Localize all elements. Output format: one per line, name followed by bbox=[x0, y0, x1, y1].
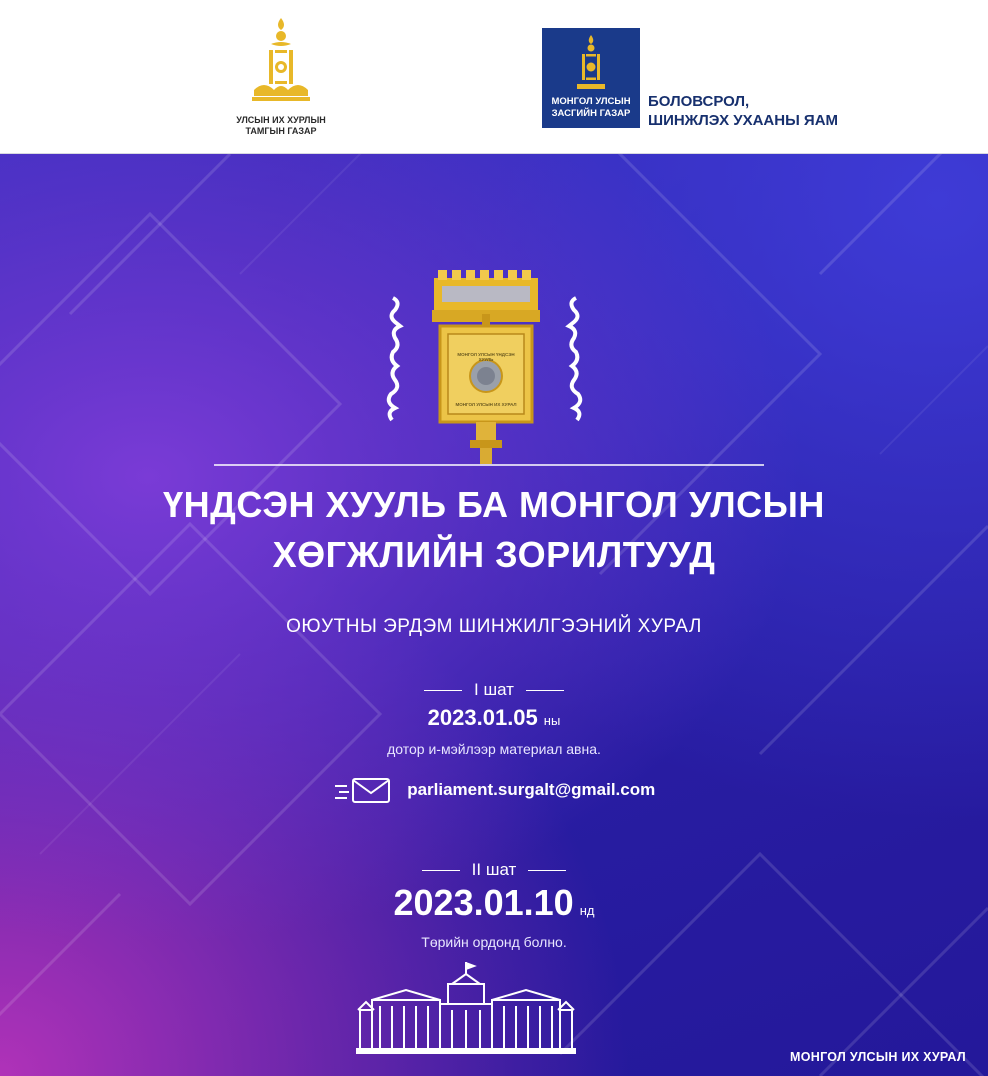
stage2-rule-right bbox=[528, 870, 566, 871]
ministry-logo bbox=[542, 28, 870, 128]
government-caption-line1: МОНГОЛ УЛСЫН bbox=[551, 96, 631, 107]
government-palace-icon bbox=[0, 960, 988, 1060]
envelope-icon bbox=[333, 776, 393, 804]
government-logo-box bbox=[542, 28, 640, 128]
email-row bbox=[0, 776, 988, 804]
constitution-book-illustration bbox=[0, 154, 988, 474]
stage2-label: II шат bbox=[471, 860, 517, 879]
stage1-label: I шат bbox=[474, 680, 514, 699]
book-label-bottom: МОНГОЛ УЛСЫН ИХ ХУРАЛ bbox=[455, 402, 517, 407]
stage2-date-row bbox=[0, 882, 988, 924]
soyombo-emblem-icon bbox=[571, 34, 611, 94]
poster-background bbox=[0, 154, 988, 1076]
poster-title-line2: ХӨГЖЛИЙН ЗОРИЛТУУД bbox=[272, 534, 716, 575]
soyombo-emblem-icon bbox=[246, 16, 316, 110]
stage1-date: 2023.01.05 bbox=[427, 705, 538, 730]
government-caption-line2: ЗАСГИЙН ГАЗАР bbox=[551, 108, 631, 119]
left-mongolian-script bbox=[389, 298, 400, 420]
stage2-date: 2023.01.10 bbox=[393, 882, 574, 923]
stage1-rule-left bbox=[424, 690, 462, 691]
stage2-suffix: нд bbox=[579, 903, 595, 918]
footer-organization: МОНГОЛ УЛСЫН ИХ ХУРАЛ bbox=[790, 1050, 966, 1064]
right-mongolian-script bbox=[569, 298, 580, 420]
government-logo-caption bbox=[542, 96, 640, 120]
poster-title-line1: ҮНДСЭН ХУУЛЬ БА МОНГОЛ УЛСЫН bbox=[163, 484, 825, 525]
email-address[interactable]: parliament.surgalt@gmail.com bbox=[407, 780, 656, 799]
stage2-note: Төрийн ордонд болно. bbox=[421, 934, 567, 950]
left-logo-caption-line1: УЛСЫН ИХ ХУРЛЫН bbox=[236, 115, 326, 125]
ministry-name bbox=[648, 92, 838, 130]
book-stand bbox=[470, 422, 502, 464]
stage1-heading bbox=[0, 680, 988, 700]
parliament-secretariat-logo bbox=[226, 16, 336, 140]
stage1-note: дотор и-мэйлээр материал авна. bbox=[387, 741, 601, 757]
ministry-name-line2: ШИНЖЛЭХ УХААНЫ ЯАМ bbox=[648, 112, 839, 129]
stage1-rule-right bbox=[526, 690, 564, 691]
book-label-top-line1: МОНГОЛ УЛСЫН ҮНДСЭН bbox=[457, 352, 515, 357]
stage1-date-row bbox=[0, 705, 988, 731]
poster-title bbox=[0, 480, 988, 580]
book-label-top bbox=[448, 352, 524, 362]
stage2-rule-left bbox=[422, 870, 460, 871]
left-logo-caption-line2: ТАМГЫН ГАЗАР bbox=[245, 126, 317, 136]
book-label-top-line2: ХУУЛЬ bbox=[478, 357, 494, 362]
header-logos-bar bbox=[0, 0, 988, 154]
stage1-suffix: ны bbox=[543, 713, 561, 728]
ministry-name-line1: БОЛОВСРОЛ, bbox=[648, 93, 750, 110]
poster-subtitle: ОЮУТНЫ ЭРДЭМ ШИНЖИЛГЭЭНИЙ ХУРАЛ bbox=[286, 616, 702, 637]
stage2-heading bbox=[0, 860, 988, 880]
